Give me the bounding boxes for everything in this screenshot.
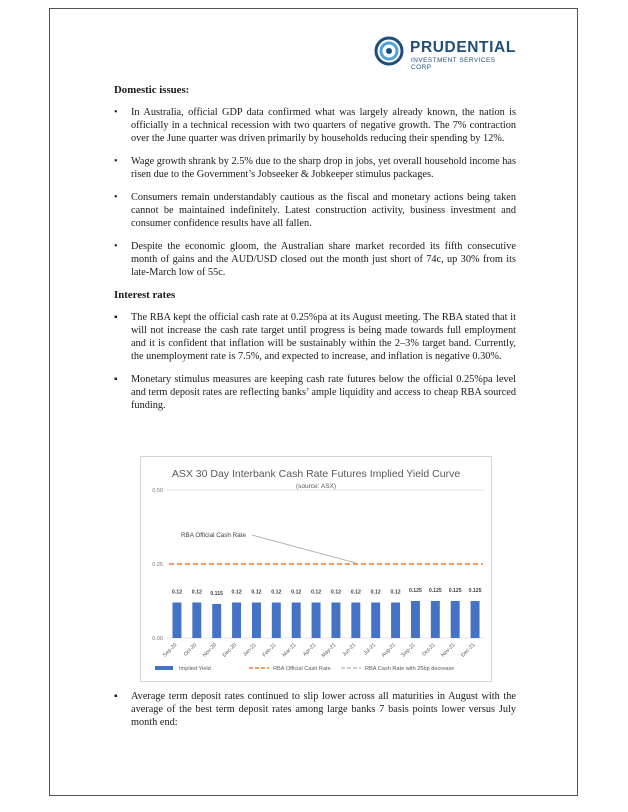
x-tick-label: Sep-20 — [162, 642, 179, 659]
bar — [172, 602, 181, 638]
annotation-leader — [252, 535, 356, 563]
data-label: 0.12 — [350, 589, 361, 596]
x-tick-label: Sep-21 — [400, 642, 417, 659]
x-tick-label: Dec-20 — [221, 642, 238, 659]
data-label: 0.12 — [251, 589, 262, 596]
x-tick-label: Jan-21 — [242, 642, 258, 658]
interest-heading: Interest rates — [114, 289, 176, 301]
chart-title: ASX 30 Day Interbank Cash Rate Futures Implied Yield Curve — [171, 468, 461, 480]
data-label: 0.115 — [210, 590, 224, 597]
bar — [212, 604, 221, 638]
interest-list — [114, 311, 516, 412]
data-label: 0.12 — [271, 589, 282, 596]
x-tick-label: Apr-21 — [301, 642, 318, 658]
bar — [371, 602, 380, 638]
x-tick-label: Jul-21 — [362, 642, 378, 657]
list-item: ▪ Average term deposit rates continued to slip lower across all maturities in August with the average of the best term deposit rates among large banks 7 basis points lower versus July month end: — [114, 691, 516, 728]
x-tick-label: May-21 — [320, 642, 338, 659]
bar — [272, 602, 281, 638]
x-tick-label: Oct-21 — [421, 642, 437, 658]
main-content — [114, 84, 516, 422]
bar — [331, 602, 340, 638]
term-deposit-list — [114, 690, 516, 729]
data-label: 0.12 — [291, 589, 302, 596]
list-item: • Wage growth shrank by 2.5% due to the sharp drop in jobs, yet overall household income has risen due to the Government’s Jobseeker & Jobkeeper stimulus packages. — [114, 156, 516, 180]
list-item: • In Australia, official GDP data confirmed what was largely already known, the nation is officially in a technical recession with two quarters of negative growth. The 7% contraction over the June quarter was driven primarily by households reducing their spending by 12%. — [114, 107, 516, 144]
domestic-heading: Domestic issues: — [114, 84, 190, 96]
bar — [431, 601, 440, 638]
bar — [351, 602, 360, 638]
square-bullet-icon: ▪ — [114, 691, 118, 702]
list-item: ▪ Monetary stimulus measures are keeping cash rate futures below the official 0.25%pa level and term deposit rates are reflecting banks’ ample liquidity and access to cheap RBA sourced funding. — [114, 374, 516, 411]
y-tick-label: 0.25 — [152, 562, 163, 568]
company-logo — [374, 36, 514, 70]
x-tick-label: Feb-21 — [261, 642, 278, 659]
data-label: 0.12 — [171, 589, 182, 596]
x-tick-label: Dec-21 — [460, 642, 477, 659]
x-tick-label: Jun-21 — [341, 642, 358, 658]
data-label: 0.12 — [231, 589, 242, 596]
chart-subtitle: (source: ASX) — [295, 483, 337, 490]
bar — [292, 602, 301, 638]
yield-curve-chart — [140, 456, 492, 682]
square-bullet-icon: ▪ — [114, 374, 118, 385]
x-tick-label: Mar-21 — [281, 642, 298, 659]
bar — [471, 601, 480, 638]
x-tick-label: Aug-21 — [380, 642, 397, 659]
bar — [192, 602, 201, 638]
data-label: 0.125 — [468, 588, 482, 594]
legend-label: Implied Yield — [179, 666, 211, 672]
data-label: 0.125 — [408, 588, 422, 594]
data-label: 0.125 — [428, 588, 442, 594]
logo-subtitle: INVESTMENT SERVICES CORP — [411, 57, 496, 71]
x-tick-label: Oct-20 — [182, 642, 199, 658]
bar — [232, 602, 241, 638]
x-tick-label: Nov-21 — [440, 642, 457, 659]
data-label: 0.12 — [330, 589, 341, 596]
data-label: 0.12 — [191, 589, 202, 596]
bar — [252, 602, 261, 638]
square-bullet-icon: ▪ — [114, 312, 118, 323]
legend-label: RBA Official Cash Rate — [273, 666, 331, 672]
data-label: 0.125 — [448, 588, 462, 594]
bar — [411, 601, 420, 638]
list-item: ▪ The RBA kept the official cash rate at 0.25%pa at its August meeting. The RBA stated that it will not increase the cash rate target until progress is being made towards full employment and it is confident that inflation will be sustainably within the 2–3% target band. Currently, the unemployment rate is 7.5%, and expected to increase, and inflation is negative 0.30%. — [114, 312, 516, 362]
bar — [312, 602, 321, 638]
bar — [391, 602, 400, 638]
logo-name: PRUDENTIAL — [410, 39, 516, 56]
chart-canvas — [141, 457, 491, 681]
list-item: • Consumers remain understandably cautious as the fiscal and monetary actions being taken cannot be maintained indefinitely. Latest construction activity, business investment and consumer confidence results have all fallen. — [114, 192, 516, 229]
y-tick-label: 0.00 — [152, 636, 163, 642]
list-item: • Despite the economic gloom, the Australian share market recorded its fifth consecutive month of gains and the AUD/USD closed out the month just short of 74c, up 30% from its late-March low of 55c. — [114, 241, 516, 278]
term-deposit-block — [114, 690, 516, 739]
bullet-icon: • — [114, 107, 118, 118]
legend-label: RBA Cash Rate with 25bp decrease — [365, 666, 455, 672]
y-tick-label: 0.50 — [152, 488, 163, 494]
bar — [451, 601, 460, 638]
data-label: 0.12 — [311, 589, 322, 596]
x-tick-label: Nov-20 — [201, 642, 219, 659]
data-label: 0.12 — [370, 589, 381, 596]
legend-swatch — [155, 666, 173, 670]
domestic-list — [114, 106, 516, 279]
annotation-label: RBA Official Cash Rate — [181, 532, 246, 539]
bullet-icon: • — [114, 156, 118, 167]
logo-emblem-icon — [374, 36, 404, 66]
data-label: 0.12 — [390, 589, 401, 596]
bullet-icon: • — [114, 192, 118, 203]
bullet-icon: • — [114, 241, 118, 252]
